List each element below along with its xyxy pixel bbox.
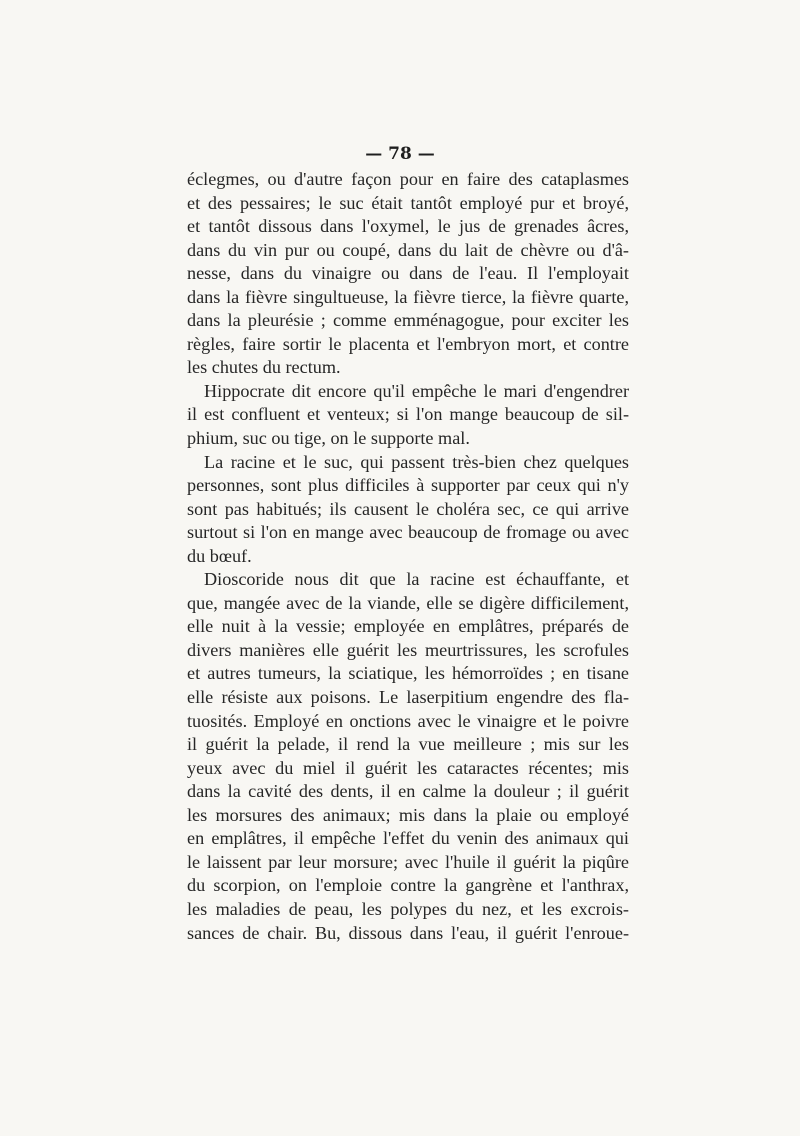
text-line: les chutes du rectum. (187, 357, 341, 378)
text-line: divers manières elle guérit les meurtrissures, les scrofules (187, 639, 629, 660)
text-line: sances de chair. Bu, dissous dans l'eau, il guérit l'enroue- (187, 922, 629, 943)
text-line: le laissent par leur morsure; avec l'huile il guérit la piqûre (187, 851, 629, 872)
text-line: dans la cavité des dents, il en calme la douleur ; il guérit (187, 781, 629, 802)
text-line: La racine et le suc, qui passent très-bien chez quelques (204, 451, 629, 472)
text-line: Dioscoride nous dit que la racine est échauffante, et (204, 569, 629, 590)
text-line: nesse, dans du vinaigre ou dans de l'eau. Il l'employait (187, 263, 629, 284)
text-line: yeux avec du miel il guérit les cataractes récentes; mis (187, 757, 629, 778)
text-line: et autres tumeurs, la sciatique, les hémorroïdes ; en tisane (187, 663, 629, 684)
text-line: surtout si l'on en mange avec beaucoup de fromage ou avec (187, 522, 629, 543)
text-line: les morsures des animaux; mis dans la plaie ou employé (187, 804, 629, 825)
text-line: les maladies de peau, les polypes du nez, et les excrois- (187, 898, 629, 919)
text-line: dans la fièvre singultueuse, la fièvre tierce, la fièvre quarte, (187, 286, 629, 307)
text-line: règles, faire sortir le placenta et l'embryon mort, et contre (187, 333, 629, 354)
text-line: sont pas habitués; ils causent le choléra sec, ce qui arrive (187, 498, 629, 519)
paragraph (187, 451, 629, 569)
text-line: dans du vin pur ou coupé, dans du lait de chèvre ou d'â- (187, 239, 629, 260)
page-number: — 78 — (365, 144, 435, 164)
text-line: du scorpion, on l'emploie contre la gangrène et l'anthrax, (187, 875, 629, 896)
text-line: elle résiste aux poisons. Le laserpitium engendre des fla- (187, 687, 629, 708)
text-line: il est confluent et venteux; si l'on mange beaucoup de sil- (187, 404, 629, 425)
body-text (187, 168, 629, 945)
text-line: et des pessaires; le suc était tantôt employé pur et broyé, (187, 192, 629, 213)
text-line: éclegmes, ou d'autre façon pour en faire des cataplasmes (187, 169, 629, 189)
text-line: personnes, sont plus difficiles à supporter par ceux qui n'y (187, 475, 629, 496)
text-line: du bœuf. (187, 545, 252, 566)
paragraph (187, 168, 629, 380)
text-line: et tantôt dissous dans l'oxymel, le jus de grenades âcres, (187, 216, 629, 237)
text-line: elle nuit à la vessie; employée en emplâtres, préparés de (187, 616, 629, 637)
text-line: dans la pleurésie ; comme emménagogue, pour exciter les (187, 310, 629, 331)
text-line: Hippocrate dit encore qu'il empêche le mari d'engendrer (204, 380, 629, 401)
text-line: phium, suc ou tige, on le supporte mal. (187, 428, 470, 449)
paragraph (187, 568, 629, 945)
text-line: il guérit la pelade, il rend la vue meilleure ; mis sur les (187, 734, 629, 755)
paragraph (187, 380, 629, 451)
text-line: que, mangée avec de la viande, elle se digère difficilement, (187, 592, 629, 613)
text-line: en emplâtres, il empêche l'effet du venin des animaux qui (187, 828, 629, 849)
text-line: tuosités. Employé en onctions avec le vinaigre et le poivre (187, 710, 629, 731)
